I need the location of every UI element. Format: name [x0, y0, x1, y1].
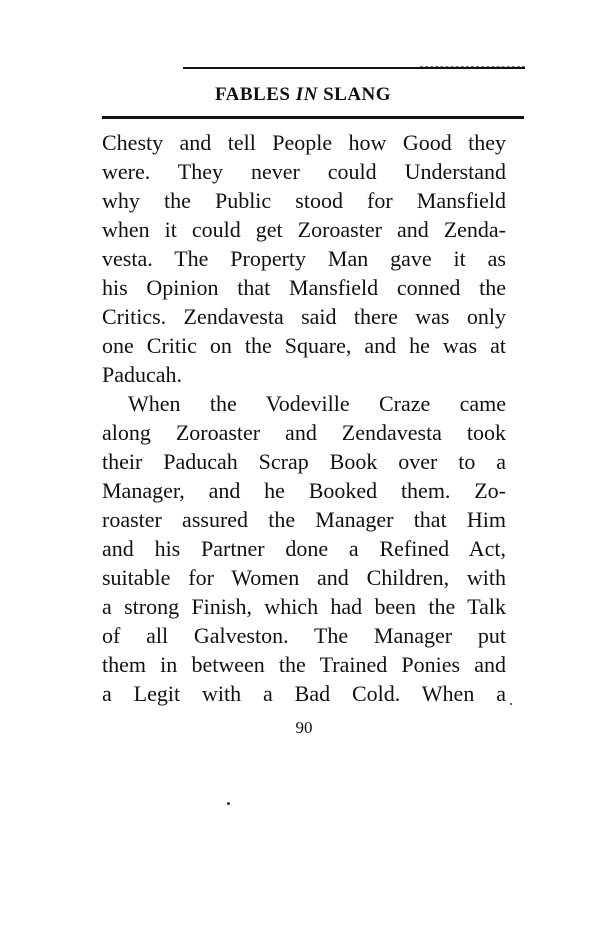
text-line-paragraph-end: Paducah. [102, 362, 183, 387]
header-top-rule-fade [420, 66, 525, 67]
text-line: Manager, and he Booked them. Zo- [102, 478, 506, 503]
body-text [102, 128, 506, 708]
text-line: suitable for Women and Children, with [102, 565, 506, 590]
text-line: why the Public stood for Mansfield [102, 188, 506, 213]
running-head-word-1: FABLES [214, 84, 291, 105]
text-line: his Opinion that Mansfield conned the [102, 275, 506, 300]
header-top-rule [183, 67, 525, 69]
text-line: a strong Finish, which had been the Talk [102, 594, 506, 619]
text-line: roaster assured the Manager that Him [102, 507, 506, 532]
text-line: them in between the Trained Ponies and [102, 652, 506, 677]
text-line: vesta. The Property Man gave it as [102, 246, 506, 271]
text-line-paragraph-start: When the Vodeville Craze came [128, 391, 506, 416]
text-line: their Paducah Scrap Book over to a [102, 449, 506, 474]
text-line: Chesty and tell People how Good they [102, 130, 506, 155]
running-head-word-2: IN [295, 84, 318, 105]
text-line: when it could get Zoroaster and Zenda- [102, 217, 506, 242]
text-line: a Legit with a Bad Cold. When a [102, 681, 506, 706]
scan-speck [510, 703, 512, 705]
text-line: Critics. Zendavesta said there was only [102, 304, 506, 329]
text-line: were. They never could Understand [102, 159, 506, 184]
text-line: and his Partner done a Refined Act, [102, 536, 506, 561]
text-line: of all Galveston. The Manager put [102, 623, 506, 648]
text-line: one Critic on the Square, and he was at [102, 333, 506, 358]
scan-speck [227, 802, 230, 805]
running-head-word-3: SLANG [323, 84, 392, 105]
running-head [102, 84, 504, 106]
header-bottom-rule [102, 116, 524, 119]
page-number: 90 [295, 718, 313, 737]
text-line: along Zoroaster and Zendavesta took [102, 420, 506, 445]
